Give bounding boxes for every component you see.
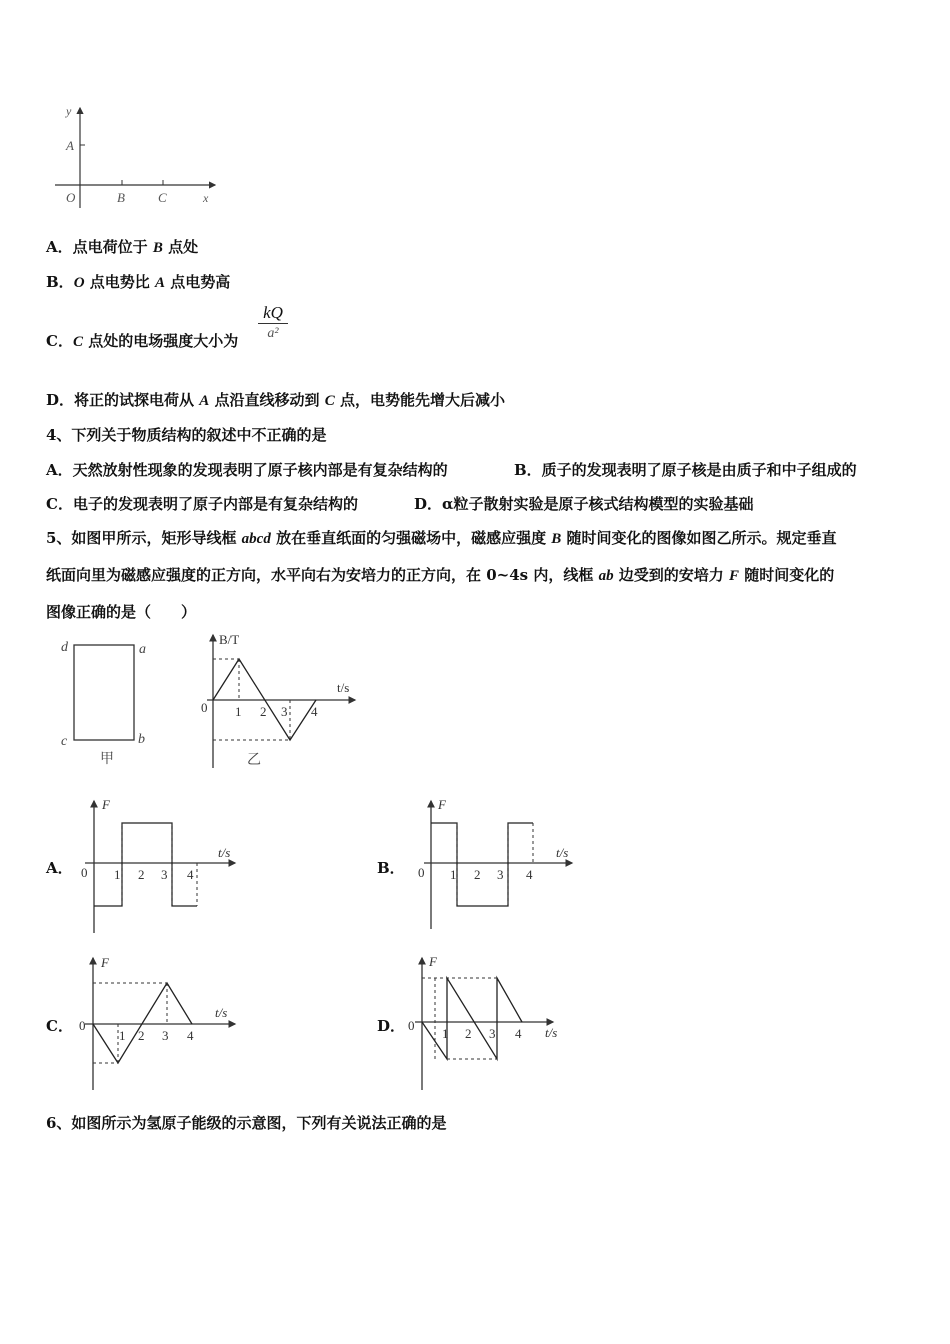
- tick-2-label: 2: [138, 1028, 145, 1043]
- tick-2-label: 2: [465, 1026, 472, 1041]
- tick-4-label: 4: [187, 1028, 194, 1043]
- tick-4-label: 4: [515, 1026, 522, 1041]
- tick-2-label: 2: [138, 867, 145, 882]
- fraction-denominator: a²: [267, 326, 279, 341]
- corner-b-label: b: [138, 732, 145, 747]
- choice-c-label[interactable]: C．: [46, 1017, 73, 1035]
- point-a-label: A: [66, 138, 74, 153]
- choice-b-graph[interactable]: [410, 795, 585, 935]
- point-b-label: B: [117, 190, 125, 205]
- t-axis-label: t/s: [545, 1025, 558, 1040]
- q3-option-b[interactable]: B．O 点电势比 A 点电势高: [46, 273, 231, 291]
- q5-stem-line3: 图像正确的是（ ）: [46, 603, 197, 621]
- tick-1-label: 1: [450, 867, 457, 882]
- f-axis-label: F: [438, 797, 446, 812]
- f-axis-label: F: [102, 797, 110, 812]
- tick-2-label: 2: [474, 867, 481, 882]
- fraction-kq-over-a2: [258, 303, 288, 344]
- t-axis-label: t/s: [337, 680, 350, 695]
- q4-option-c[interactable]: C．电子的发现表明了原子内部是有复杂结构的: [46, 495, 358, 513]
- q3-option-a[interactable]: A．点电荷位于 B 点处: [46, 238, 199, 256]
- point-c-label: C: [158, 190, 167, 205]
- b-axis-label: B/T: [219, 632, 240, 647]
- q3-option-d[interactable]: D．将正的试探电荷从 A 点沿直线移动到 C 点，电势能先增大后减小: [46, 391, 505, 409]
- origin-label: 0: [408, 1018, 415, 1033]
- tick-3-label: 3: [162, 1028, 169, 1043]
- f-axis-label: F: [101, 955, 109, 970]
- tick-1-label: 1: [235, 704, 242, 719]
- choice-a-label[interactable]: A．: [46, 859, 73, 877]
- origin-label: O: [66, 190, 76, 205]
- choice-c-graph[interactable]: [75, 952, 250, 1092]
- q4-option-d[interactable]: D．α粒子散射实验是原子核式结构模型的实验基础: [414, 495, 754, 513]
- origin-label: 0: [81, 865, 88, 880]
- tick-2-label: 2: [260, 704, 267, 719]
- choice-d-graph[interactable]: [405, 952, 580, 1092]
- t-axis-label: t/s: [218, 845, 231, 860]
- choice-b-label[interactable]: B．: [377, 859, 405, 877]
- x-axis-label: x: [203, 191, 209, 205]
- tick-3-label: 3: [497, 867, 504, 882]
- q4-option-a[interactable]: A．天然放射性现象的发现表明了原子核内部是有复杂结构的: [46, 461, 448, 479]
- tick-1-label: 1: [119, 1028, 126, 1043]
- tick-4-label: 4: [187, 867, 194, 882]
- q6-stem: 6、如图所示为氢原子能级的示意图，下列有关说法正确的是: [46, 1114, 447, 1132]
- q5-stem-line1: 5、如图甲所示，矩形导线框 abcd 放在垂直纸面的匀强磁场中，磁感应强度 B 随时间变化的图像如图乙所示。规定垂直: [46, 529, 837, 547]
- y-axis-label: y: [66, 104, 72, 118]
- fraction-numerator: kQ: [258, 303, 288, 324]
- q5-stem-line2: 纸面向里为磁感应强度的正方向，水平向右为安培力的正方向，在 0~4s 内，线框 ab 边受到的安培力 F 随时间变化的: [46, 566, 835, 584]
- axes-figure: [50, 100, 225, 210]
- tick-3-label: 3: [489, 1026, 496, 1041]
- t-axis-label: t/s: [215, 1005, 228, 1020]
- tick-3-label: 3: [161, 867, 168, 882]
- f-axis-label: F: [429, 954, 437, 969]
- corner-c-label: c: [61, 734, 68, 749]
- tick-1-label: 1: [114, 867, 121, 882]
- tick-4-label: 4: [311, 704, 318, 719]
- tick-4-label: 4: [526, 867, 533, 882]
- choice-a-graph[interactable]: [75, 795, 250, 935]
- origin-label: 0: [201, 700, 208, 715]
- q4-option-b[interactable]: B．质子的发现表明了原子核是由质子和中子组成的: [514, 461, 857, 479]
- figure-yi-b-t-graph: [195, 630, 370, 770]
- tick-3-label: 3: [281, 704, 288, 719]
- q3-option-c[interactable]: C．C 点处的电场强度大小为: [46, 332, 239, 350]
- origin-label: 0: [418, 865, 425, 880]
- corner-a-label: a: [139, 642, 146, 657]
- figure-jia-caption: 甲: [100, 752, 114, 767]
- choice-d-label[interactable]: D．: [377, 1017, 406, 1035]
- figure-jia-rectangle-frame: [55, 635, 165, 770]
- q4-stem: 4、下列关于物质结构的叙述中不正确的是: [46, 426, 327, 444]
- tick-1-label: 1: [442, 1026, 449, 1041]
- origin-label: 0: [79, 1018, 86, 1033]
- t-axis-label: t/s: [556, 845, 569, 860]
- figure-yi-caption: 乙: [247, 753, 261, 768]
- corner-d-label: d: [61, 640, 68, 655]
